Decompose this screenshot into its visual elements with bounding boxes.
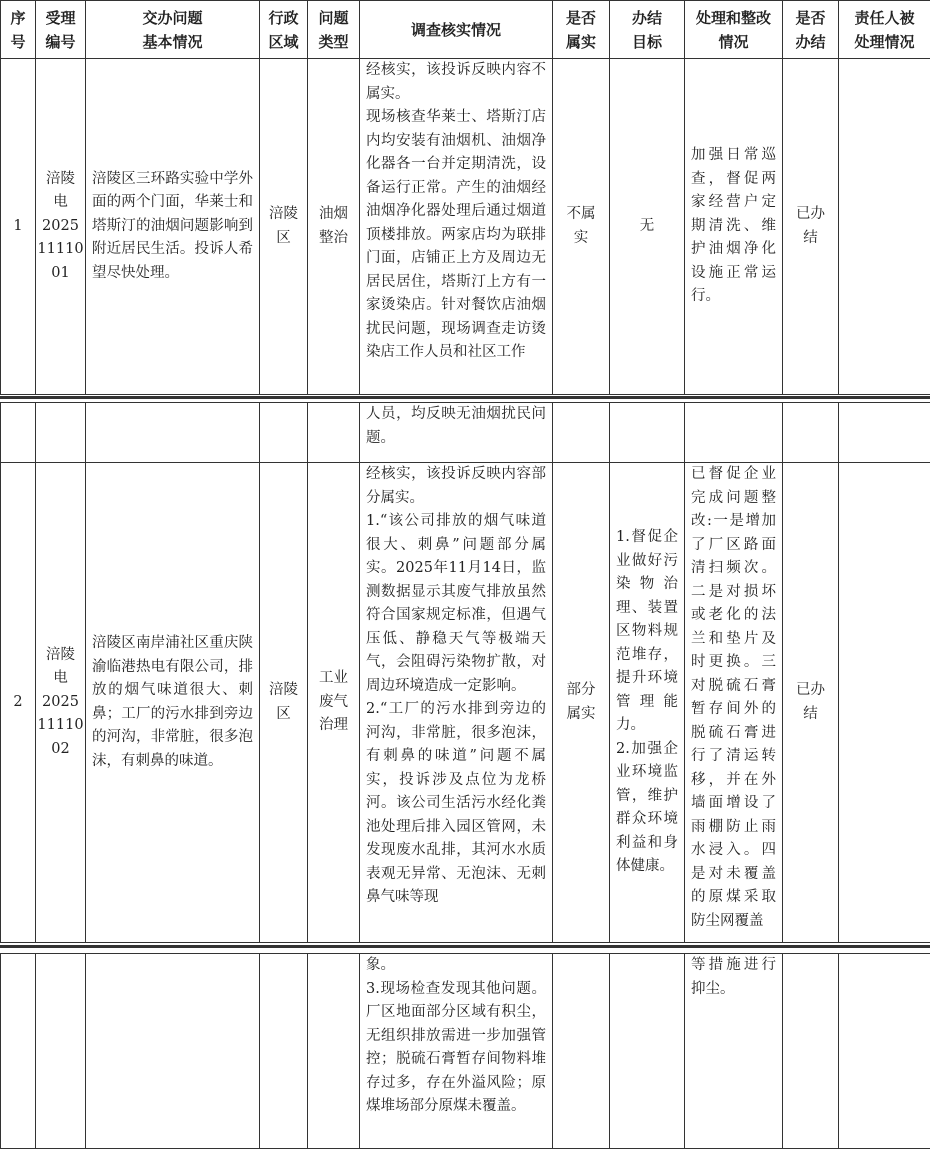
table-part-1 — [0, 0, 930, 395]
row2-handling: 已督促企业完成问题整改:一是增加了厂区路面清扫频次。二是对损坏或老化的法兰和垫片及时更换。三对脱硫石膏暂存间外的脱硫石膏进行了清运转移，并在外墙面增设了雨棚防止雨水浸入。四是对未覆盖的原煤采取防尘网覆盖 — [685, 463, 783, 943]
empty-cell — [1, 954, 36, 1149]
row2-issue: 涪陵区南岸浦社区重庆陕渝临港热电有限公司，排放的烟气味道很大、刺鼻；工厂的污水排到旁边的河沟，非常脏，很多泡沫，有刺鼻的味道。 — [86, 463, 260, 943]
empty-cell — [1, 403, 36, 463]
header-goal: 办结 目标 — [610, 1, 685, 59]
empty-cell — [36, 954, 86, 1149]
empty-cell — [86, 403, 260, 463]
empty-cell — [553, 954, 610, 1149]
header-issue: 交办问题 基本情况 — [86, 1, 260, 59]
header-id: 受理 编号 — [36, 1, 86, 59]
empty-cell — [36, 403, 86, 463]
table-row-continued — [1, 954, 930, 1149]
row2-id: 涪陵 电 2025 11110 02 — [36, 463, 86, 943]
header-handling: 处理和整改 情况 — [685, 1, 783, 59]
empty-cell — [610, 954, 685, 1149]
row2-done: 已办 结 — [783, 463, 839, 943]
header-row — [1, 1, 930, 59]
page-break-line — [0, 945, 930, 948]
row1-investigation: 经核实，该投诉反映内容不属实。 现场核查华莱士、塔斯汀店内均安装有油烟机、油烟净化器各一台并定期清洗，设备运行正常。产生的油烟经油烟净化器处理后通过烟道顶楼排放。两家店均为联排门面，店铺正上方及周边无居民居住，塔斯汀上方有一家烫染店。针对餐饮店油烟扰民问题，现场调查走访烫染店工作人员和社区工作 — [360, 59, 553, 395]
row2-region: 涪陵 区 — [260, 463, 308, 943]
row1-goal: 无 — [610, 59, 685, 395]
row1-accountability — [839, 59, 930, 395]
row1-issue: 涪陵区三环路实验中学外面的两个门面，华莱士和塔斯汀的油烟问题影响到附近居民生活。投诉人希望尽快处理。 — [86, 59, 260, 395]
row1-verified: 不属 实 — [553, 59, 610, 395]
row2-investigation-cont: 象。 3.现场检查发现其他问题。厂区地面部分区域有积尘，无组织排放需进一步加强管控；脱硫石膏暂存间物料堆存过多，存在外溢风险；原煤堆场部分原煤未覆盖。 — [360, 954, 553, 1149]
table-row — [1, 59, 930, 395]
empty-cell — [783, 403, 839, 463]
row1-done: 已办 结 — [783, 59, 839, 395]
header-seq: 序 号 — [1, 1, 36, 59]
row2-investigation: 经核实，该投诉反映内容部分属实。 1.“该公司排放的烟气味道很大、刺鼻”问题部分属实。2025年11月14日，监测数据显示其废气排放虽然符合国家规定标准，但遇气压低、静稳天气等极端天气，会阻碍污染物扩散，对周边环境造成一定影响。 2.“工厂的污水排到旁边的河沟，非常脏，很多泡沫，有刺鼻的味道”问题不属实，投诉涉及点位为龙桥河。该公司生活污水经化粪池处理后排入园区管网，未发现废水乱排，其河水水质表观无异常、无泡沫、无刺鼻气味等现 — [360, 463, 553, 943]
row2-verified: 部分 属实 — [553, 463, 610, 943]
empty-cell — [308, 403, 360, 463]
header-investigation: 调查核实情况 — [360, 1, 553, 59]
row1-handling: 加强日常巡查，督促两家经营户定期清洗、维护油烟净化设施正常运行。 — [685, 59, 783, 395]
empty-cell — [839, 403, 930, 463]
row2-handling-cont: 等措施进行抑尘。 — [685, 954, 783, 1149]
row1-region: 涪陵 区 — [260, 59, 308, 395]
page-break-line — [0, 396, 930, 399]
table-row-continued — [1, 403, 930, 463]
header-type: 问题 类型 — [308, 1, 360, 59]
row2-seq: 2 — [1, 463, 36, 943]
table-part-3 — [0, 953, 930, 1149]
empty-cell — [839, 954, 930, 1149]
header-accountability: 责任人被 处理情况 — [839, 1, 930, 59]
row1-seq: 1 — [1, 59, 36, 395]
row2-goal: 1.督促企业做好污染物治理、装置区物料规范堆存，提升环境管理能力。 2.加强企业环境监管，维护群众环境利益和身体健康。 — [610, 463, 685, 943]
row1-investigation-cont: 人员，均反映无油烟扰民问题。 — [360, 403, 553, 463]
table-row — [1, 463, 930, 943]
empty-cell — [553, 403, 610, 463]
table-part-2 — [0, 402, 930, 943]
empty-cell — [308, 954, 360, 1149]
header-verified: 是否 属实 — [553, 1, 610, 59]
header-region: 行政 区域 — [260, 1, 308, 59]
empty-cell — [610, 403, 685, 463]
header-done: 是否 办结 — [783, 1, 839, 59]
empty-cell — [260, 954, 308, 1149]
row1-type: 油烟 整治 — [308, 59, 360, 395]
row2-accountability — [839, 463, 930, 943]
empty-cell — [783, 954, 839, 1149]
empty-cell — [685, 403, 783, 463]
row2-type: 工业 废气 治理 — [308, 463, 360, 943]
empty-cell — [86, 954, 260, 1149]
row1-id: 涪陵 电 2025 11110 01 — [36, 59, 86, 395]
empty-cell — [260, 403, 308, 463]
